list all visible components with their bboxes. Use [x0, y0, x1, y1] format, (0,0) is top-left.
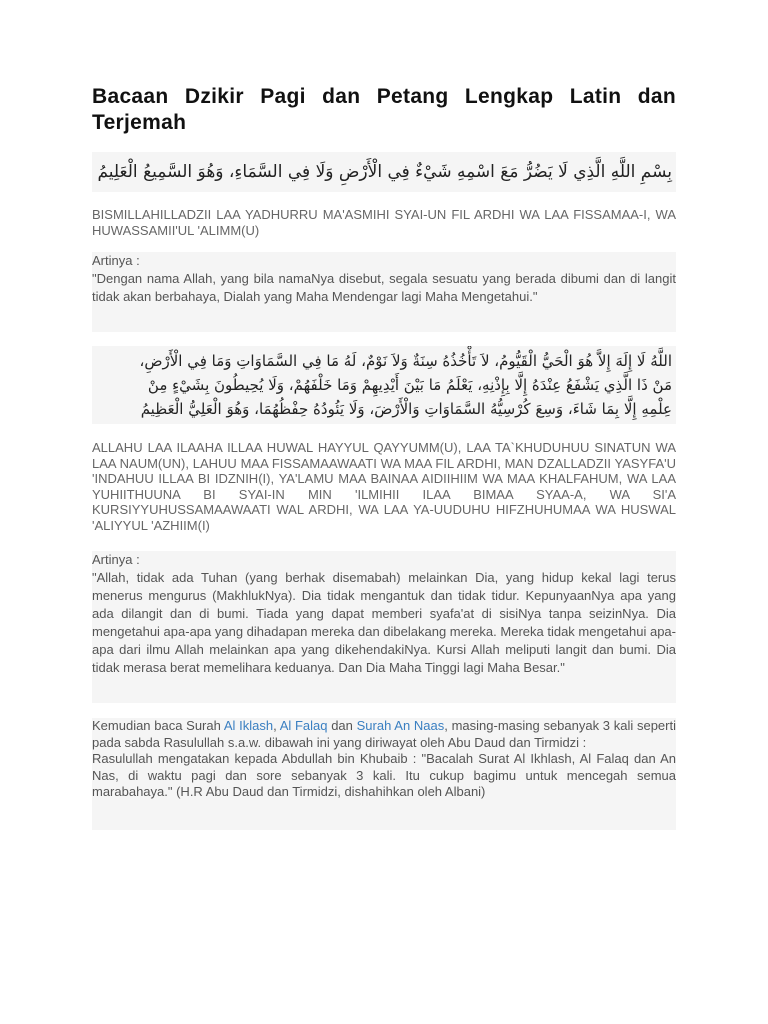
arabic-line: بِسْمِ اللَّهِ الَّذِي لَا يَضُرُّ مَعَ اسْمِهِ شَيْءٌ فِي الْأَرْضِ وَلَا فِي السَّمَاءِ، وَهُوَ السَّمِيعُ الْعَلِيمُ [97, 162, 672, 182]
intro-text: , masing-masing sebanyak 3 kali seperti pada sabda Rasulullah s.a.w. dibawah ini yang diriwayat oleh Abu Daud dan Tirmidzi : [92, 718, 676, 750]
link-surah-an-naas[interactable]: Surah An Naas [356, 718, 445, 733]
artinya-label: Artinya : [92, 253, 140, 268]
translation-text: "Allah, tidak ada Tuhan (yang berhak disemabah) melainkan Dia, yang hidup kekal lagi terus menerus mengurus (MakhlukNya). Dia tidak mengantuk dan tidak tidur. KepunyaanNya apa yang ada dilangit dan di bumi. Tiada yang dapat memberi syafa'at di sisiNya tanpa seizinNya. Dia mengetahui apa-apa yang dihadapan mereka dan dibelakang mereka. Mereka tidak mengetahui apa-apa dari ilmu Allah melainkan apa yang dikehendakiNya. Kursi Allah meliputi langit dan bumi. Dia tidak merasa berat memelihara keduanya. Dan Dia Maha Tinggi lagi Maha Besar." [92, 570, 676, 675]
closing-intro [92, 718, 676, 751]
translation-block-1 [92, 252, 676, 332]
arabic-dua-1 [92, 152, 676, 192]
closing-paragraph [92, 718, 676, 830]
hadith-text: Rasulullah mengatakan kepada Abdullah bin Khubaib : "Bacalah Surat Al Ikhlash, Al Falaq dan An Nas, di waktu pagi dan sore sebanyak 3 kali. Itu cukup bagimu untuk mencegah semua marabahaya." (H.R Abu Daud dan Tirmidzi, dishahihkan oleh Albani) [92, 751, 676, 799]
artinya-label: Artinya : [92, 552, 140, 567]
translation-block-2 [92, 551, 676, 703]
separator: , [273, 718, 280, 733]
link-al-falaq[interactable]: Al Falaq [279, 718, 328, 733]
arabic-line: عِلْمِهِ إِلَّا بِمَا شَاءَ، وَسِعَ كُرْسِيُّهُ السَّمَاوَاتِ وَالْأَرْضَ، وَلَا يَئُودُهُ حِفْظُهُمَا، وَهُوَ الْعَلِيُّ الْعَظِيمُ [140, 400, 672, 418]
translation-text: "Dengan nama Allah, yang bila namaNya disebut, segala sesuatu yang berada dibumi dan di langit tidak akan berbahaya, Dialah yang Maha Mendengar lagi Maha Mengetahui." [92, 271, 676, 304]
page-title: Bacaan Dzikir Pagi dan Petang Lengkap Latin dan Terjemah [92, 85, 676, 134]
arabic-ayat-kursi [92, 346, 676, 424]
link-al-iklash[interactable]: Al Iklash [223, 718, 274, 733]
separator: dan [327, 718, 357, 733]
arabic-line: اللَّهُ لَا إِلَهَ إِلاَّ هُوَ الْحَيُّ الْقَيُّومُ، لاَ تَأْخُذُهُ سِنَةٌ وَلاَ نَوْمٌ، لَهُ مَا فِي السَّمَاوَاتِ وَمَا فِي الْأَرْضِ، [139, 352, 672, 370]
intro-text: Kemudian baca Surah [92, 718, 224, 733]
arabic-line: مَنْ ذَا الَّذِي يَشْفَعُ عِنْدَهُ إِلَّا بِإِذْنِهِ، يَعْلَمُ مَا بَيْنَ أَيْدِيهِمْ وَمَا خَلْفَهُمْ، وَلَا يُحِيطُونَ بِشَيْءٍ مِنْ [147, 376, 672, 394]
latin-transliteration-2: ALLAHU LAA ILAAHA ILLAA HUWAL HAYYUL QAYYUMM(U), LAA TA`KHUDUHUU SINATUN WA LAA NAUM(UN), LAHUU MAA FISSAMAAWAATI WA MAA FIL ARDHI, MAN DZALLADZII YASYFA'U 'INDAHUU ILLAA BI IDZNIH(I), YA'LAMU MAA BAINAA AIDIIHIIM WA MAA KHALFAHUM, WA LAA YUHIITHUUNA BI SYAI-IN MIN 'ILMIHII ILAA BIMAA SYAA-A, WA SI'A KURSIYYUHUSSAMAAWAATI WAL ARDHI, WA LAA YA-UUDUHU HIFZHUHUMAA WA HUSWAL 'ALIYYUL 'AZHIIM(I) [92, 440, 676, 533]
latin-transliteration-1: BISMILLAHILLADZII LAA YADHURRU MA'ASMIHI SYAI-UN FIL ARDHI WA LAA FISSAMAA-I, WA HUWASSAMII'UL 'ALIMM(U) [92, 207, 676, 238]
